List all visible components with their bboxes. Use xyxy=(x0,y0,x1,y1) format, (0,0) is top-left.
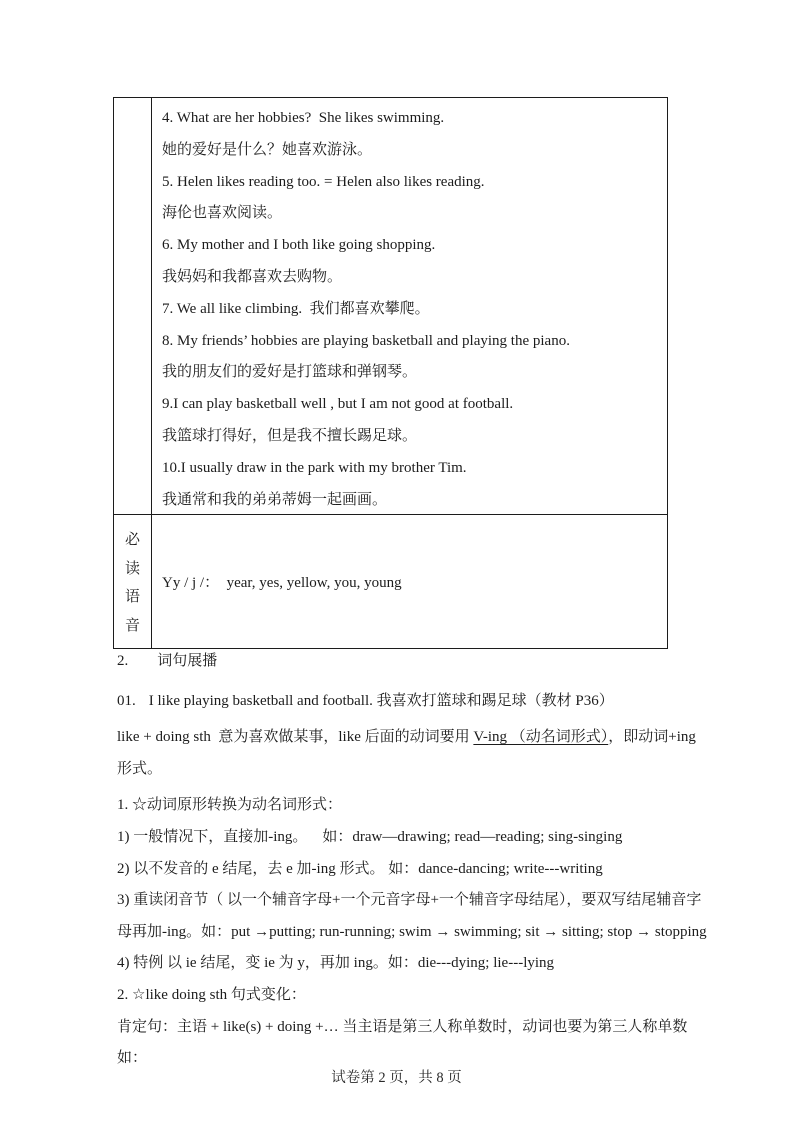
item-number: 01. xyxy=(117,692,136,709)
sentence-line: 我的朋友们的爱好是打篮球和弹钢琴。 xyxy=(162,364,418,381)
phonetics-label-char: 音 xyxy=(124,617,140,634)
sentence-line: 9.I can play basketball well , but I am not good at football. xyxy=(162,396,514,413)
phonetics-label xyxy=(114,515,152,648)
rule1-title: 1. ☆动词原形转换为动名词形式： xyxy=(117,797,343,814)
rule2-title: 2. ☆like doing sth 句式变化： xyxy=(117,986,306,1003)
table-label-cell-empty xyxy=(114,98,152,514)
rule1-item4: 4) 特例 以 ie 结尾，变 ie 为 y，再加 ing。如：die---dying; lie---lying xyxy=(117,955,555,972)
rule1-item1: 1) 一般情况下，直接加-ing。 如：draw—drawing; read—reading; sing-singing xyxy=(117,828,623,845)
phonetics-label-char: 语 xyxy=(124,589,140,606)
phonetics-content-cell xyxy=(152,515,667,648)
like-rule-line xyxy=(117,722,713,754)
section-number: 2. xyxy=(117,653,129,669)
sentence-line: 她的爱好是什么？她喜欢游泳。 xyxy=(162,141,373,158)
table-row-phonetics xyxy=(114,514,667,648)
section-title: 词句展播 xyxy=(157,653,218,669)
sentence-line: 10.I usually draw in the park with my brother Tim. xyxy=(162,459,467,476)
phonetics-content: Yy / j /： year, yes, yellow, you, young xyxy=(162,575,402,591)
sentence-list xyxy=(152,98,667,514)
section-heading xyxy=(117,646,713,678)
sentence-line: 我妈妈和我都喜欢去购物。 xyxy=(162,268,343,285)
phonetics-label-char: 必 xyxy=(124,532,140,549)
sentence-line: 4. What are her hobbies? She likes swimming. xyxy=(162,110,445,126)
rule2-affirmative: 肯定句：主语 + like(s) + doing +… 当主语是第三人称单数时，动词也要为第三人称单数如： xyxy=(117,1018,688,1067)
sentence-line: 7. We all like climbing. 我们都喜欢攀爬。 xyxy=(162,300,430,317)
grammar-notes xyxy=(117,646,713,1075)
like-rule-before: like + doing sth 意为喜欢做某事，like 后面的动词要用 xyxy=(117,729,474,746)
rule1-item2: 2) 以不发音的 e 结尾，去 e 加-ing 形式。 如：dance-dancing; write---writing xyxy=(117,860,603,877)
table-row-sentences xyxy=(114,98,667,514)
underlined-term: V-ing （动名词形式） xyxy=(473,729,609,746)
sentence-line: 我通常和我的弟弟蒂姆一起画画。 xyxy=(162,491,388,508)
rule1-item3-line2: 母再加-ing。如：put →putting; run-running; swim → swimming; sit → sitting; stop → stopping xyxy=(117,923,707,940)
page-footer: 试卷第 2 页，共 8 页 xyxy=(331,1070,462,1086)
rule1-item3-line1: 3) 重读闭音节（ 以一个辅音字母+一个元音字母+一个辅音字母结尾），要双写结尾辅音字 xyxy=(117,892,702,909)
item-text: I like playing basketball and football. 我喜欢打篮球和踢足球（教材 P36） xyxy=(148,692,614,709)
like-rule-after: ，即动词+ing xyxy=(608,729,696,746)
sentence-line: 我篮球打得好，但是我不擅长踢足球。 xyxy=(162,427,418,444)
item01-line xyxy=(117,686,713,718)
sentence-line: 海伦也喜欢阅读。 xyxy=(162,205,283,222)
sentence-line: 8. My friends’ hobbies are playing basketball and playing the piano. xyxy=(162,332,570,349)
sentence-line: 5. Helen likes reading too. = Helen also likes reading. xyxy=(162,173,485,190)
content-table xyxy=(113,97,668,649)
sentence-line: 6. My mother and I both like going shopping. xyxy=(162,237,436,254)
phonetics-label-char: 读 xyxy=(124,560,140,577)
like-rule-cont: 形式。 xyxy=(117,760,163,777)
